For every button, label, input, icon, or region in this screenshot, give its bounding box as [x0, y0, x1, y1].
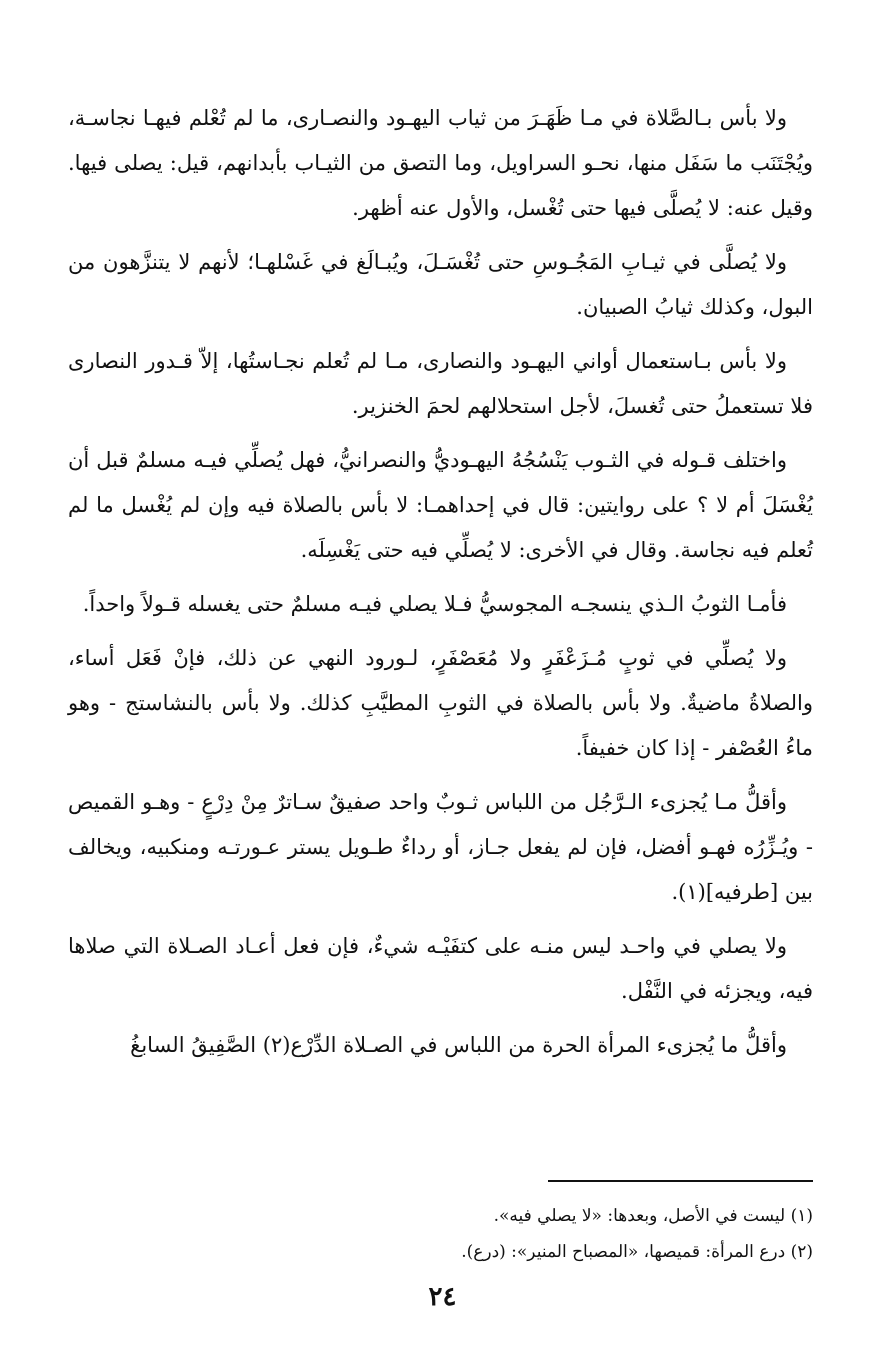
paragraph: واختلف قـوله في الثـوب يَنْسُجُهُ اليهـوديُّ والنصرانيُّ، فهل يُصلِّي فيـه مسلمٌ قبل أن يُغْسَلَ أم لا ؟ على روايتين: قال في إحداهمـا: لا بأس بالصلاة فيه وإن لم يُغْسل ما لم تُعلم فيه نجاسة. وقال في الأخرى: لا يُصلِّي فيه حتى يَغْسِلَه.	[68, 448, 813, 562]
paragraph: وأقلُّ مـا يُجزىء الـرَّجُل من اللباس ثـوبٌ واحد صفيقٌ سـاترٌ مِنْ دِرْعٍ - وهـو القميص - ويُـزِّرُه فهـو أفضل، فإن لم يفعل جـاز، أو رداءٌ طـويل يستر عـورتـه ومنكبيه، ويخالف بين [طرفيه](١).	[68, 790, 813, 904]
paragraph: ولا بأس بـاستعمال أواني اليهـود والنصارى، مـا لم تُعلم نجـاستُها، إلاّ قـدور النصارى فلا تستعملُ حتى تُغسلَ، لأجل استحلالهم لحمَ الخنزير.	[68, 349, 813, 418]
paragraph: وأقلُّ ما يُجزىء المرأة الحرة من اللباس في الصـلاة الدِّرْع(٢) الصَّفِيقُ السابغُ	[130, 1033, 787, 1057]
paragraph: فأمـا الثوبُ الـذي ينسجـه المجوسيُّ فـلا يصلي فيـه مسلمٌ حتى يغسله قـولاً واحداً.	[82, 592, 787, 616]
paragraph: ولا بأس بـالصَّلاة في مـا ظَهَـرَ من ثياب اليهـود والنصـارى، ما لم تُعْلم فيهـا نجاسـة، ويُجْتَنَب ما سَفَل منها، نحـو السراويل، وما التصق من الثيـاب بأبدانهم، قيل: يصلى فيها. وقيل عنه: لا يُصلَّى فيها حتى تُغْسل، والأول عنه أظهر.	[68, 106, 813, 220]
footnotes	[113, 1198, 813, 1270]
footnote-separator	[548, 1180, 813, 1182]
main-text	[68, 96, 813, 1077]
footnote: (١) ليست في الأصل، وبعدها: «لا يصلي فيه».	[493, 1206, 813, 1226]
footnote: (٢) درع المرأة: قميصها، «المصباح المنير»: (درع).	[461, 1242, 813, 1262]
paragraph: ولا يُصلِّي في ثوبٍ مُـزَعْفَرٍ ولا مُعَصْفَرٍ، لـورود النهي عن ذلك، فإنْ فَعَل أساء، والصلاةُ ماضيةٌ. ولا بأس بالصلاة في الثوبِ المطيَّبِ كذلك. ولا بأس بالنشاستج - وهو ماءُ العُصْفر - إذا كان خفيفاً.	[68, 646, 813, 760]
paragraph: ولا يصلي في واحـد ليس منـه على كتفَيْـه شيءٌ، فإن فعل أعـاد الصـلاة التي صلاها فيه، ويجزئه في النَّفْل.	[68, 934, 813, 1003]
paragraph: ولا يُصلَّى في ثيـابِ المَجُـوسِ حتى تُغْسَـلَ، ويُبـالَغ في غَسْلهـا؛ لأنهم لا يتنزَّهون من البول، وكذلك ثيابُ الصبيان.	[68, 250, 813, 319]
page-number: ٢٤	[428, 1282, 457, 1312]
